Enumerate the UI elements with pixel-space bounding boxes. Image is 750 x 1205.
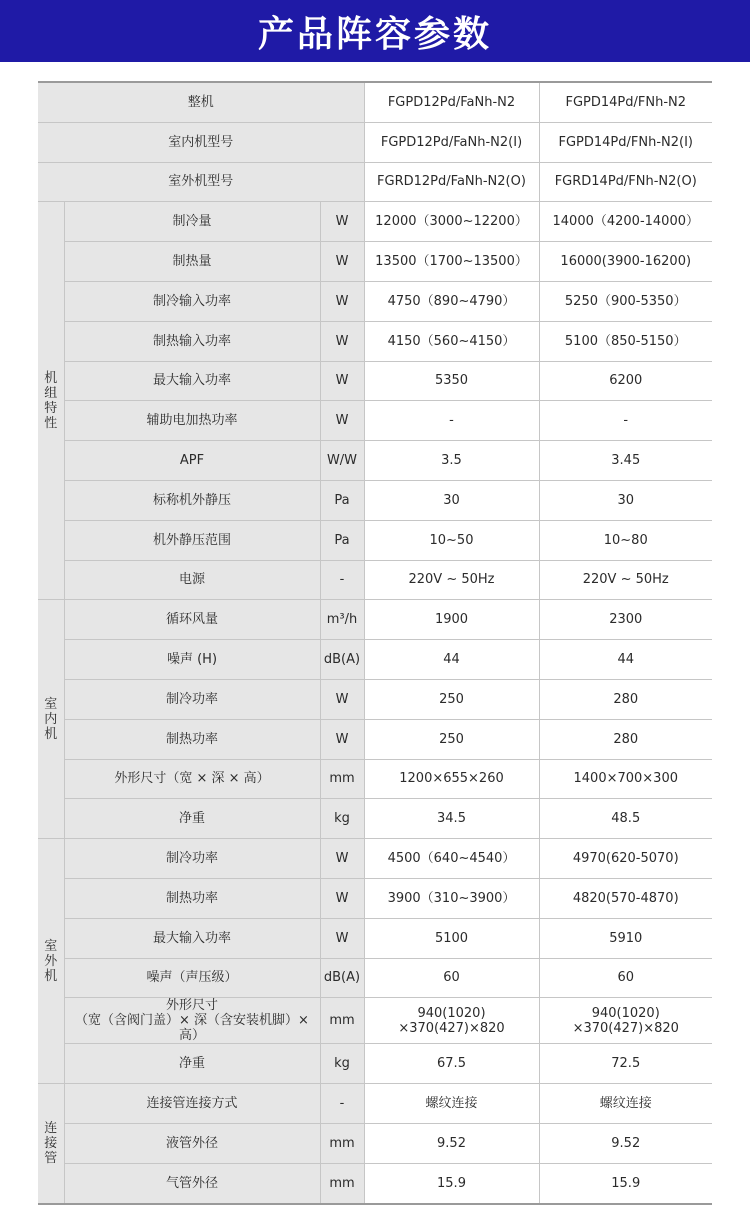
- spec-row: [38, 958, 712, 998]
- spec-value-2: 1400×700×300: [539, 759, 712, 799]
- spec-unit: W: [320, 202, 364, 242]
- group-label-text: 连接管: [44, 1120, 58, 1166]
- indoor-model-row: [38, 122, 712, 162]
- group-label-indoor: [38, 600, 64, 839]
- spec-label: 净重: [64, 799, 320, 839]
- spec-row: [38, 560, 712, 600]
- spec-row: [38, 1084, 712, 1124]
- spec-row: [38, 480, 712, 520]
- spec-label: 制冷输入功率: [64, 281, 320, 321]
- group-label-unit: [38, 202, 64, 600]
- spec-row: [38, 679, 712, 719]
- spec-value-1: 30: [364, 480, 539, 520]
- spec-value-2: [539, 998, 712, 1044]
- spec-unit: mm: [320, 759, 364, 799]
- spec-label: 净重: [64, 1044, 320, 1084]
- spec-row: [38, 1163, 712, 1203]
- spec-row: [38, 878, 712, 918]
- spec-unit: mm: [320, 1163, 364, 1203]
- spec-unit: dB(A): [320, 640, 364, 680]
- spec-value-2: 5100（850-5150）: [539, 321, 712, 361]
- spec-unit: W: [320, 401, 364, 441]
- spec-label: 制热输入功率: [64, 321, 320, 361]
- spec-label: 电源: [64, 560, 320, 600]
- spec-value-1: 250: [364, 719, 539, 759]
- spec-value-2: 9.52: [539, 1123, 712, 1163]
- indoor-model-label: 室内机型号: [38, 122, 364, 162]
- spec-label: 制热功率: [64, 878, 320, 918]
- spec-value-2: -: [539, 401, 712, 441]
- indoor-model-1: FGPD12Pd/FaNh-N2(I): [364, 122, 539, 162]
- spec-value-2: 280: [539, 719, 712, 759]
- spec-label: 气管外径: [64, 1163, 320, 1203]
- spec-unit: m³/h: [320, 600, 364, 640]
- spec-label: 机外静压范围: [64, 520, 320, 560]
- spec-value-1: 44: [364, 640, 539, 680]
- spec-label: 噪声 (H): [64, 640, 320, 680]
- spec-value-1: 220V ~ 50Hz: [364, 560, 539, 600]
- indoor-model-2: FGPD14Pd/FNh-N2(I): [539, 122, 712, 162]
- spec-unit: -: [320, 560, 364, 600]
- spec-label: 最大输入功率: [64, 918, 320, 958]
- group-label-text: 机组特性: [44, 370, 58, 431]
- spec-value-2: 4820(570-4870): [539, 878, 712, 918]
- spec-label-line1: 外形尺寸: [165, 998, 218, 1014]
- whole-model-2: FGPD14Pd/FNh-N2: [539, 82, 712, 122]
- group-label-pipe: [38, 1084, 64, 1204]
- spec-value-1: 4750（890~4790）: [364, 281, 539, 321]
- spec-value-2: 10~80: [539, 520, 712, 560]
- title-banner: [0, 0, 750, 62]
- spec-unit: W: [320, 242, 364, 282]
- spec-value-2: 48.5: [539, 799, 712, 839]
- spec-row: [38, 719, 712, 759]
- spec-unit: W/W: [320, 441, 364, 481]
- spec-label: 制冷功率: [64, 839, 320, 879]
- spec-value-2: 3.45: [539, 441, 712, 481]
- spec-value-1: [364, 998, 539, 1044]
- spec-value-1: 4150（560~4150）: [364, 321, 539, 361]
- spec-label: 噪声（声压级）: [64, 958, 320, 998]
- spec-value-1: 60: [364, 958, 539, 998]
- spec-row: [38, 441, 712, 481]
- spec-unit: kg: [320, 799, 364, 839]
- spec-row: [38, 799, 712, 839]
- spec-label: 制冷量: [64, 202, 320, 242]
- spec-label-line2: （宽（含阀门盖）× 深（含安装机脚）× 高）: [75, 1013, 309, 1044]
- whole-model-1: FGPD12Pd/FaNh-N2: [364, 82, 539, 122]
- spec-row: [38, 600, 712, 640]
- outdoor-model-1: FGRD12Pd/FaNh-N2(O): [364, 162, 539, 202]
- spec-row: [38, 918, 712, 958]
- whole-model-row: [38, 82, 712, 122]
- group-label-text: 室内机: [44, 696, 58, 742]
- spec-label: [64, 998, 320, 1044]
- spec-value-1: 15.9: [364, 1163, 539, 1203]
- spec-unit: mm: [320, 1123, 364, 1163]
- spec-row: [38, 520, 712, 560]
- spec-value-1: 250: [364, 679, 539, 719]
- spec-unit: W: [320, 361, 364, 401]
- spec-value-1: 67.5: [364, 1044, 539, 1084]
- spec-unit: kg: [320, 1044, 364, 1084]
- spec-value-1: 3900（310~3900）: [364, 878, 539, 918]
- spec-value-line1: 940(1020): [591, 1005, 660, 1021]
- spec-value-1: 螺纹连接: [364, 1084, 539, 1124]
- spec-value-1: 34.5: [364, 799, 539, 839]
- spec-label: 标称机外静压: [64, 480, 320, 520]
- spec-row: [38, 1044, 712, 1084]
- spec-value-1: 10~50: [364, 520, 539, 560]
- spec-label: 液管外径: [64, 1123, 320, 1163]
- spec-value-2: 16000(3900-16200): [539, 242, 712, 282]
- spec-unit: W: [320, 281, 364, 321]
- spec-value-2: 螺纹连接: [539, 1084, 712, 1124]
- spec-label: 制冷功率: [64, 679, 320, 719]
- group-label-text: 室外机: [44, 938, 58, 984]
- spec-table: [38, 81, 712, 1205]
- spec-unit: W: [320, 719, 364, 759]
- spec-value-2: 2300: [539, 600, 712, 640]
- spec-row: [38, 759, 712, 799]
- spec-value-1: 3.5: [364, 441, 539, 481]
- whole-model-label: 整机: [38, 82, 364, 122]
- spec-unit: Pa: [320, 480, 364, 520]
- spec-value-2: 220V ~ 50Hz: [539, 560, 712, 600]
- spec-unit: dB(A): [320, 958, 364, 998]
- spec-label: 制热量: [64, 242, 320, 282]
- spec-value-1: 13500（1700~13500）: [364, 242, 539, 282]
- page-title: 产品阵容参数: [257, 13, 492, 55]
- spec-value-1: 9.52: [364, 1123, 539, 1163]
- spec-value-2: 5250（900-5350）: [539, 281, 712, 321]
- spec-value-2: 6200: [539, 361, 712, 401]
- spec-value-1: 1200×655×260: [364, 759, 539, 799]
- spec-value-2: 15.9: [539, 1163, 712, 1203]
- spec-unit: Pa: [320, 520, 364, 560]
- spec-value-1: 12000（3000~12200）: [364, 202, 539, 242]
- spec-row: [38, 242, 712, 282]
- spec-label: 循环风量: [64, 600, 320, 640]
- spec-row: [38, 1123, 712, 1163]
- spec-label: APF: [64, 441, 320, 481]
- spec-value-2: 44: [539, 640, 712, 680]
- spec-row: [38, 321, 712, 361]
- spec-label: 辅助电加热功率: [64, 401, 320, 441]
- spec-row: [38, 839, 712, 879]
- spec-row: [38, 998, 712, 1044]
- spec-value-2: 14000（4200-14000）: [539, 202, 712, 242]
- spec-unit: W: [320, 878, 364, 918]
- spec-label: 外形尺寸（宽 × 深 × 高）: [64, 759, 320, 799]
- spec-label: 制热功率: [64, 719, 320, 759]
- spec-row: [38, 401, 712, 441]
- spec-row: [38, 202, 712, 242]
- spec-value-2: 5910: [539, 918, 712, 958]
- spec-value-2: 60: [539, 958, 712, 998]
- spec-value-2: 280: [539, 679, 712, 719]
- spec-value-1: 1900: [364, 600, 539, 640]
- spec-unit: W: [320, 918, 364, 958]
- outdoor-model-2: FGRD14Pd/FNh-N2(O): [539, 162, 712, 202]
- spec-row: [38, 281, 712, 321]
- spec-value-2: 4970(620-5070): [539, 839, 712, 879]
- spec-label: 连接管连接方式: [64, 1084, 320, 1124]
- spec-value-2: 72.5: [539, 1044, 712, 1084]
- spec-value-1: 5100: [364, 918, 539, 958]
- spec-value-1: 4500（640~4540）: [364, 839, 539, 879]
- spec-label: 最大输入功率: [64, 361, 320, 401]
- spec-row: [38, 361, 712, 401]
- spec-row: [38, 640, 712, 680]
- spec-unit: W: [320, 321, 364, 361]
- spec-value-line1: 940(1020): [417, 1005, 486, 1021]
- spec-value-1: -: [364, 401, 539, 441]
- spec-unit: mm: [320, 998, 364, 1044]
- spec-value-line2: ×370(427)×820: [572, 1020, 679, 1036]
- outdoor-model-row: [38, 162, 712, 202]
- spec-unit: W: [320, 679, 364, 719]
- outdoor-model-label: 室外机型号: [38, 162, 364, 202]
- group-label-outdoor: [38, 839, 64, 1084]
- spec-value-2: 30: [539, 480, 712, 520]
- spec-value-line2: ×370(427)×820: [398, 1020, 505, 1036]
- spec-value-1: 5350: [364, 361, 539, 401]
- spec-unit: -: [320, 1084, 364, 1124]
- spec-unit: W: [320, 839, 364, 879]
